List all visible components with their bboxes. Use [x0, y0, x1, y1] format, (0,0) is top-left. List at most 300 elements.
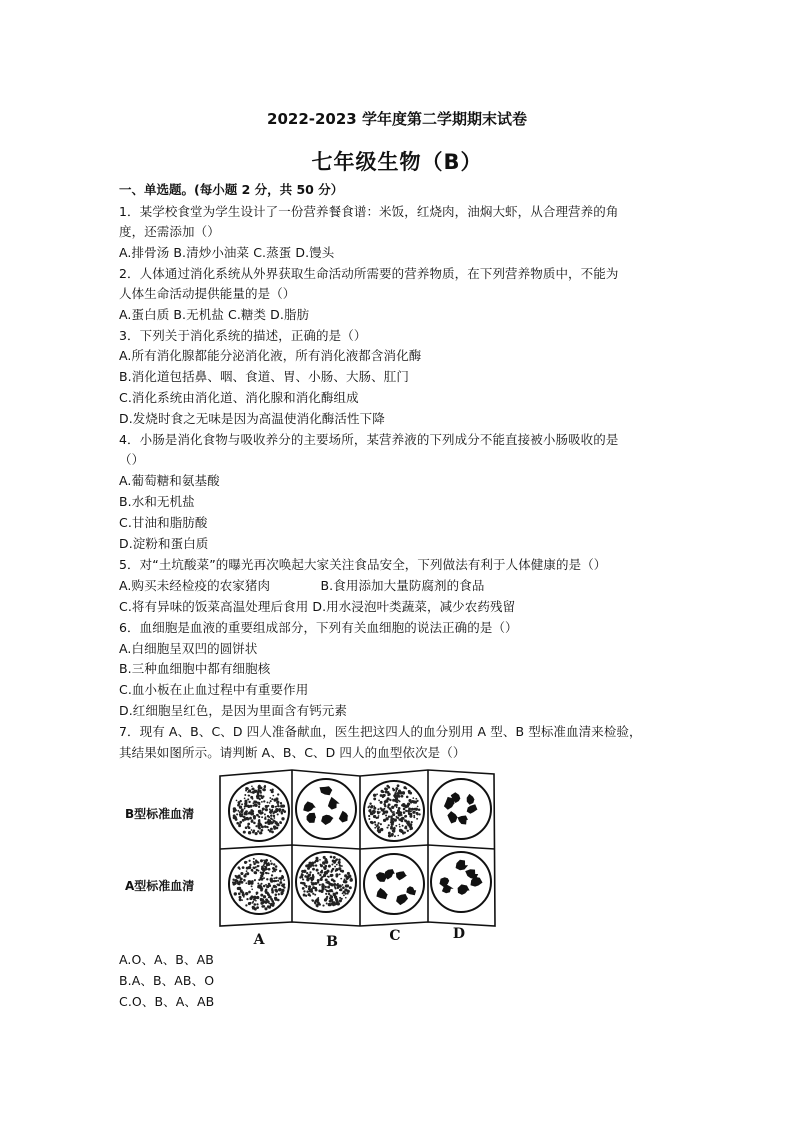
- blood-cell-dot: [307, 878, 310, 881]
- blood-cell-dot: [399, 818, 402, 821]
- blood-cell-dot: [341, 865, 343, 867]
- blood-cell-dot: [256, 814, 258, 816]
- blood-cell-dot: [251, 885, 253, 887]
- blood-cell-dot: [329, 889, 332, 892]
- blood-cell-dot: [250, 796, 253, 799]
- blood-cell-dot: [247, 825, 249, 827]
- blood-cell-dot: [248, 789, 251, 792]
- blood-cell-dot: [253, 861, 255, 863]
- blood-cell-dot: [389, 808, 391, 810]
- blood-cell-dot: [242, 866, 245, 869]
- blood-cell-dot: [282, 892, 284, 894]
- blood-cell-dot: [399, 824, 401, 826]
- blood-cell-dot: [396, 789, 398, 791]
- blood-cell-dot: [259, 884, 261, 886]
- blood-cell-dot: [322, 876, 324, 878]
- blood-cell-dot: [325, 889, 327, 891]
- blood-cell-dot: [372, 810, 374, 812]
- option-line: A.蛋白质 B.无机盐 C.糖类 D.脂肪: [119, 307, 310, 322]
- blood-cell-dot: [384, 787, 387, 790]
- blood-cell-dot: [373, 805, 375, 807]
- blood-cell-dot: [264, 907, 267, 910]
- blood-cell-dot: [263, 788, 266, 791]
- blood-cell-dot: [370, 813, 372, 815]
- blood-cell-dot: [350, 878, 352, 880]
- blood-cell-dot: [323, 885, 325, 887]
- blood-cell-dot: [265, 888, 267, 890]
- blood-cell-dot: [326, 870, 329, 873]
- blood-cell-dot: [387, 794, 389, 796]
- question-line: 4．小肠是消化食物与吸收养分的主要场所，某营养液的下列成分不能直接被小肠吸收的是: [119, 432, 619, 447]
- blood-cell-dot: [256, 906, 259, 909]
- blood-cell-dot: [378, 822, 380, 824]
- blood-cell-dot: [246, 867, 249, 870]
- blood-cell-dot: [244, 811, 246, 813]
- blood-cell-dot: [305, 864, 308, 867]
- blood-cell-dot: [318, 890, 321, 893]
- blood-cell-dot: [343, 894, 345, 896]
- blood-cell-dot: [302, 878, 304, 880]
- blood-cell-dot: [398, 790, 401, 793]
- blood-cell-dot: [411, 800, 414, 803]
- blood-cell-dot: [263, 885, 266, 888]
- blood-cell-dot: [260, 894, 263, 897]
- blood-cell-dot: [309, 895, 311, 897]
- blood-cell-dot: [368, 809, 371, 812]
- blood-cell-dot: [396, 787, 398, 789]
- blood-cell-dot: [311, 883, 313, 885]
- blood-cell-dot: [269, 802, 271, 804]
- blood-cell-dot: [415, 808, 418, 811]
- blood-cell-dot: [279, 888, 281, 890]
- blood-cell-dot: [277, 793, 279, 795]
- blood-cell-dot: [342, 884, 344, 886]
- blood-cell-dot: [395, 797, 398, 800]
- blood-cell-dot: [278, 893, 280, 895]
- blood-cell-dot: [263, 877, 265, 879]
- blood-cell-dot: [407, 830, 409, 832]
- blood-cell-dot: [279, 811, 281, 813]
- blood-cell-dot: [272, 867, 275, 870]
- blood-cell-dot: [271, 874, 273, 876]
- blood-cell-dot: [243, 879, 246, 882]
- blood-cell-dot: [253, 817, 256, 820]
- blood-cell-dot: [383, 819, 386, 822]
- blood-cell-dot: [331, 878, 334, 881]
- blood-cell-dot: [271, 790, 274, 793]
- blood-cell-dot: [273, 817, 275, 819]
- blood-cell-dot: [306, 872, 308, 874]
- blood-cell-dot: [377, 811, 379, 813]
- blood-cell-dot: [279, 870, 282, 873]
- blood-cell-dot: [254, 879, 256, 881]
- blood-cell-dot: [235, 818, 238, 821]
- blood-cell-dot: [269, 797, 271, 799]
- blood-cell-dot: [319, 884, 321, 886]
- blood-cell-dot: [266, 878, 268, 880]
- blood-cell-dot: [390, 827, 393, 830]
- blood-cell-dot: [316, 869, 319, 872]
- blood-cell-dot: [339, 897, 341, 899]
- option-line: D.淀粉和蛋白质: [119, 536, 209, 551]
- blood-cell-dot: [258, 816, 260, 818]
- blood-cell-dot: [261, 826, 263, 828]
- blood-cell-dot: [239, 813, 242, 816]
- blood-cell-dot: [418, 808, 421, 811]
- blood-cell-dot: [404, 815, 407, 818]
- blood-cell-dot: [419, 813, 421, 815]
- blood-cell-dot: [257, 870, 259, 872]
- blood-cell-dot: [329, 895, 331, 897]
- blood-cell-dot: [237, 882, 240, 885]
- blood-cell-dot: [282, 805, 284, 807]
- section-heading: 一、单选题。(每小题 2 分，共 50 分）: [119, 182, 344, 197]
- blood-cell-dot: [275, 886, 277, 888]
- blood-cell-dot: [261, 905, 264, 908]
- blood-cell-dot: [368, 818, 370, 820]
- blood-cell-dot: [320, 878, 323, 881]
- blood-cell-dot: [315, 857, 318, 860]
- blood-cell-dot: [268, 816, 270, 818]
- blood-cell-dot: [411, 821, 413, 823]
- blood-cell-dot: [265, 805, 268, 808]
- blood-cell-dot: [267, 905, 270, 908]
- blood-cell-dot: [312, 893, 314, 895]
- blood-cell-dot: [281, 817, 284, 820]
- blood-cell-dot: [275, 811, 278, 814]
- blood-cell-dot: [264, 813, 266, 815]
- blood-cell-dot: [336, 864, 338, 866]
- blood-cell-dot: [309, 871, 311, 873]
- blood-cell-dot: [276, 801, 279, 804]
- blood-cell-dot: [332, 868, 334, 870]
- blood-cell-dot: [280, 822, 282, 824]
- blood-cell-dot: [319, 859, 321, 861]
- answer-option: B.A、B、AB、O: [119, 973, 215, 988]
- blood-cell-dot: [275, 865, 278, 868]
- blood-cell-dot: [409, 815, 412, 818]
- blood-cell-dot: [237, 887, 240, 890]
- blood-cell-dot: [319, 874, 321, 876]
- blood-cell-dot: [392, 818, 394, 820]
- serum-well: [431, 779, 491, 839]
- blood-cell-dot: [271, 805, 274, 808]
- blood-cell-dot: [409, 792, 412, 795]
- blood-cell-dot: [271, 831, 274, 834]
- blood-cell-dot: [266, 826, 268, 828]
- blood-cell-dot: [252, 902, 254, 904]
- blood-cell-dot: [275, 880, 277, 882]
- blood-cell-dot: [264, 816, 266, 818]
- blood-cell-dot: [416, 818, 418, 820]
- blood-cell-dot: [267, 821, 270, 824]
- blood-cell-dot: [255, 860, 258, 863]
- blood-cell-dot: [406, 796, 409, 799]
- blood-cell-dot: [349, 886, 352, 889]
- blood-cell-dot: [233, 814, 236, 817]
- blood-cell-dot: [259, 795, 261, 797]
- blood-cell-dot: [399, 800, 401, 802]
- blood-cell-dot: [315, 889, 318, 892]
- blood-cell-dot: [283, 810, 286, 813]
- blood-cell-dot: [263, 895, 266, 898]
- blood-cell-dot: [241, 899, 243, 901]
- blood-cell-dot: [370, 806, 373, 809]
- blood-cell-dot: [247, 798, 249, 800]
- blood-cell-dot: [261, 796, 264, 799]
- row-label-b-serum: B型标准血清: [125, 807, 195, 821]
- blood-cell-dot: [338, 884, 341, 887]
- blood-cell-dot: [278, 877, 280, 879]
- exam-subtitle: 七年级生物（B）: [311, 150, 483, 174]
- blood-cell-dot: [347, 893, 349, 895]
- blood-cell-dot: [330, 856, 333, 859]
- option-line: A.所有消化腺都能分泌消化液，所有消化液都含消化酶: [119, 348, 422, 363]
- blood-cell-dot: [413, 815, 415, 817]
- blood-cell-dot: [267, 801, 269, 803]
- blood-cell-dot: [369, 802, 371, 804]
- blood-cell-dot: [273, 863, 275, 865]
- blood-cell-dot: [248, 795, 250, 797]
- blood-cell-dot: [403, 786, 406, 789]
- option-line: C.将有异味的饭菜高温处理后食用 D.用水浸泡叶类蔬菜，减少农药残留: [119, 599, 516, 614]
- blood-cell-dot: [316, 898, 319, 901]
- blood-cell-dot: [303, 890, 305, 892]
- option-line: A.购买未经检疫的农家猪肉 B.食用添加大量防腐剂的食品: [119, 578, 485, 593]
- blood-cell-dot: [320, 864, 322, 866]
- blood-cell-dot: [391, 822, 394, 825]
- blood-cell-dot: [278, 824, 280, 826]
- blood-cell-dot: [347, 872, 350, 875]
- blood-cell-dot: [260, 902, 263, 905]
- blood-cell-dot: [333, 856, 336, 859]
- blood-cell-dot: [262, 888, 264, 890]
- blood-cell-dot: [373, 807, 375, 809]
- blood-cell-dot: [404, 827, 406, 829]
- blood-cell-dot: [304, 884, 306, 886]
- blood-cell-dot: [275, 868, 277, 870]
- blood-cell-dot: [388, 832, 391, 835]
- option-line: D.红细胞呈红色，是因为里面含有钙元素: [119, 703, 347, 718]
- blood-cell-dot: [239, 821, 242, 824]
- col-label-c: C: [389, 928, 401, 944]
- blood-cell-dot: [317, 881, 319, 883]
- blood-cell-dot: [386, 791, 389, 794]
- blood-cell-dot: [247, 818, 250, 821]
- question-line: 6．血细胞是血液的重要组成部分，下列有关血细胞的说法正确的是（）: [119, 620, 518, 635]
- blood-cell-dot: [281, 876, 284, 879]
- blood-cell-dot: [270, 812, 272, 814]
- blood-cell-dot: [306, 890, 308, 892]
- blood-cell-dot: [236, 813, 238, 815]
- blood-cell-dot: [325, 858, 327, 860]
- blood-cell-dot: [332, 860, 335, 863]
- blood-cell-dot: [388, 834, 391, 837]
- blood-cell-dot: [399, 826, 401, 828]
- blood-cell-dot: [263, 800, 265, 802]
- blood-cell-dot: [258, 806, 260, 808]
- blood-cell-dot: [394, 792, 397, 795]
- blood-cell-dot: [403, 811, 406, 814]
- blood-cell-dot: [314, 861, 316, 863]
- blood-cell-dot: [311, 877, 314, 880]
- blood-cell-dot: [380, 823, 382, 825]
- blood-cell-dot: [261, 810, 263, 812]
- blood-cell-dot: [262, 807, 265, 810]
- blood-cell-dot: [253, 822, 256, 825]
- blood-cell-dot: [246, 872, 249, 875]
- blood-cell-dot: [398, 813, 401, 816]
- blood-cell-dot: [252, 870, 254, 872]
- blood-cell-dot: [385, 814, 387, 816]
- blood-cell-dot: [414, 811, 416, 813]
- blood-cell-dot: [335, 888, 337, 890]
- blood-cell-dot: [377, 824, 379, 826]
- blood-cell-dot: [253, 858, 255, 860]
- blood-cell-dot: [411, 808, 414, 811]
- blood-cell-dot: [314, 894, 316, 896]
- blood-cell-dot: [396, 806, 398, 808]
- blood-cell-dot: [271, 887, 273, 889]
- blood-cell-dot: [336, 902, 339, 905]
- blood-cell-dot: [265, 884, 267, 886]
- blood-cell-dot: [327, 886, 330, 889]
- option-line: C.血小板在止血过程中有重要作用: [119, 682, 309, 697]
- blood-cell-dot: [272, 871, 274, 873]
- blood-cell-dot: [396, 817, 398, 819]
- question-line: 2．人体通过消化系统从外界获取生命活动所需要的营养物质，在下列营养物质中，不能为: [119, 266, 619, 281]
- question-line: （）: [119, 452, 145, 467]
- question-line: 其结果如图所示。请判断 A、B、C、D 四人的血型依次是（）: [119, 745, 466, 760]
- blood-cell-dot: [282, 890, 284, 892]
- blood-cell-dot: [238, 875, 241, 878]
- blood-cell-dot: [385, 799, 387, 801]
- blood-cell-dot: [268, 884, 270, 886]
- blood-cell-dot: [380, 807, 382, 809]
- blood-cell-dot: [373, 812, 375, 814]
- blood-cell-dot: [369, 805, 371, 807]
- blood-cell-dot: [264, 785, 266, 787]
- blood-cell-dot: [248, 812, 250, 814]
- option-line: C.甘油和脂肪酸: [119, 515, 208, 530]
- blood-cell-dot: [240, 800, 242, 802]
- blood-cell-dot: [374, 827, 376, 829]
- blood-cell-dot: [302, 887, 305, 890]
- blood-cell-dot: [247, 788, 249, 790]
- blood-test-diagram: [119, 766, 499, 948]
- blood-cell-dot: [261, 829, 264, 832]
- option-line: A.葡萄糖和氨基酸: [119, 473, 220, 488]
- blood-cell-dot: [328, 903, 331, 906]
- blood-cell-dot: [338, 867, 341, 870]
- blood-cell-dot: [394, 835, 396, 837]
- blood-cell-dot: [268, 868, 271, 871]
- blood-cell-dot: [235, 875, 237, 877]
- blood-cell-dot: [402, 825, 404, 827]
- blood-cell-dot: [267, 862, 269, 864]
- blood-cell-dot: [397, 785, 399, 787]
- blood-cell-dot: [238, 823, 240, 825]
- blood-cell-dot: [247, 805, 250, 808]
- blood-cell-dot: [258, 802, 260, 804]
- option-line: B.三种血细胞中都有细胞核: [119, 661, 271, 676]
- blood-cell-dot: [255, 900, 257, 902]
- blood-cell-dot: [281, 812, 283, 814]
- blood-cell-dot: [277, 804, 279, 806]
- option-line: B.消化道包括鼻、咽、食道、胃、小肠、大肠、肛门: [119, 369, 409, 384]
- blood-cell-dot: [389, 799, 391, 801]
- blood-cell-dot: [340, 888, 343, 891]
- blood-cell-dot: [344, 874, 347, 877]
- blood-cell-dot: [307, 867, 310, 870]
- blood-cell-dot: [312, 874, 314, 876]
- blood-cell-dot: [401, 795, 404, 798]
- blood-cell-dot: [343, 891, 346, 894]
- blood-cell-dot: [325, 893, 327, 895]
- blood-cell-dot: [252, 791, 255, 794]
- option-line: B.水和无机盐: [119, 494, 195, 509]
- blood-cell-dot: [246, 800, 248, 802]
- blood-cell-dot: [378, 800, 380, 802]
- blood-cell-dot: [342, 886, 345, 889]
- blood-cell-dot: [270, 860, 272, 862]
- blood-cell-dot: [268, 896, 270, 898]
- blood-cell-dot: [335, 868, 338, 871]
- blood-cell-dot: [270, 814, 273, 817]
- blood-cell-dot: [339, 899, 342, 902]
- serum-well: [364, 854, 424, 914]
- blood-cell-dot: [270, 863, 272, 865]
- question-line: 3．下列关于消化系统的描述，正确的是（）: [119, 328, 367, 343]
- blood-cell-dot: [280, 802, 282, 804]
- blood-cell-dot: [248, 891, 251, 894]
- blood-cell-dot: [270, 879, 273, 882]
- blood-cell-dot: [246, 861, 248, 863]
- blood-cell-dot: [342, 870, 344, 872]
- blood-cell-dot: [404, 831, 406, 833]
- blood-cell-dot: [303, 894, 305, 896]
- blood-cell-dot: [304, 875, 307, 878]
- blood-cell-dot: [241, 881, 243, 883]
- blood-cell-dot: [393, 811, 395, 813]
- blood-cell-dot: [252, 804, 254, 806]
- col-label-d: D: [452, 926, 466, 942]
- blood-cell-dot: [328, 893, 330, 895]
- blood-cell-dot: [310, 888, 313, 891]
- blood-cell-dot: [268, 873, 270, 875]
- blood-cell-dot: [273, 798, 276, 801]
- blood-cell-dot: [374, 798, 376, 800]
- blood-cell-dot: [331, 864, 333, 866]
- blood-cell-dot: [244, 818, 247, 821]
- blood-cell-dot: [322, 861, 325, 864]
- blood-cell-dot: [246, 898, 248, 900]
- blood-cell-dot: [309, 890, 311, 892]
- question-line: 度，还需添加（）: [119, 224, 220, 239]
- blood-cell-dot: [261, 801, 263, 803]
- blood-cell-dot: [381, 790, 384, 793]
- blood-cell-dot: [236, 800, 238, 802]
- blood-cell-dot: [260, 859, 263, 862]
- question-line: 5．对“土坑酸菜”的曝光再次唤起大家关注食品安全，下列做法有利于人体健康的是（）: [119, 557, 607, 572]
- blood-cell-dot: [326, 902, 328, 904]
- blood-cell-dot: [275, 894, 278, 897]
- blood-cell-dot: [251, 786, 253, 788]
- col-label-a: A: [253, 932, 265, 948]
- blood-cell-dot: [259, 832, 262, 835]
- blood-cell-dot: [256, 903, 258, 905]
- blood-cell-dot: [247, 823, 250, 826]
